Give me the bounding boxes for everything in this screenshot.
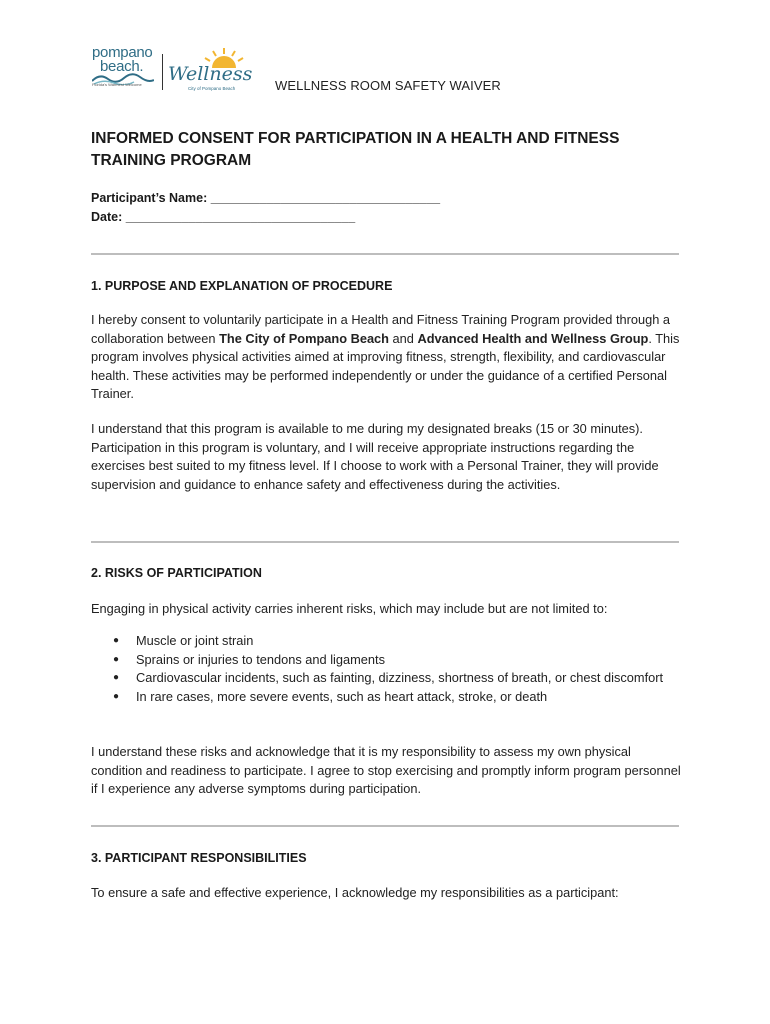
logo-line-1: pompano	[92, 44, 153, 61]
list-item: ● Cardiovascular incidents, such as fainting, dizziness, shortness of breath, or chest discomfort	[91, 669, 681, 688]
section-2-intro: Engaging in physical activity carries inherent risks, which may include but are not limited to:	[91, 601, 608, 616]
section-2-heading: 2. RISKS OF PARTICIPATION	[91, 566, 262, 580]
divider	[91, 825, 679, 827]
date-field[interactable]: Date: _________________________________	[91, 210, 356, 224]
header-title: WELLNESS ROOM SAFETY WAIVER	[275, 78, 501, 93]
section-1-heading: 1. PURPOSE AND EXPLANATION OF PROCEDURE	[91, 279, 393, 293]
logo-tagline: Florida's Warmest Welcome	[92, 82, 142, 87]
wellness-logo	[166, 46, 256, 98]
section-2-closing: I understand these risks and acknowledge that it is my responsibility to assess my own physical condition and readiness to participate. I agree to stop exercising and promptly inform program personnel if I experience any adverse symptoms during participation.	[91, 744, 681, 796]
section-1-paragraph-1: I hereby consent to voluntarily participate in a Health and Fitness Training Program provided through a collaboration between The City of Pompano Beach and Advanced Health and Wellness Group. This program involves physical activities aimed at improving fitness, strength, flexibility, and cardiovascular health. These activities may be performed independently or under the guidance of a certified Personal Trainer.	[91, 312, 680, 401]
header-logos	[92, 46, 252, 98]
participant-name-field[interactable]: Participant’s Name: _________________________________	[91, 191, 441, 205]
list-item: ● Sprains or injuries to tendons and ligaments	[91, 651, 681, 670]
section-3-intro: To ensure a safe and effective experience, I acknowledge my responsibilities as a participant:	[91, 885, 619, 900]
pompano-beach-logo	[92, 46, 158, 92]
divider	[91, 253, 679, 255]
list-item: ● In rare cases, more severe events, such as heart attack, stroke, or death	[91, 688, 681, 707]
section-1-paragraph-2: I understand that this program is available to me during my designated breaks (15 or 30 minutes). Participation in this program is voluntary, and I will receive appropriate instructions regarding the exercises best suited to my fitness level. If I choose to work with a Personal Trainer, they will provide supervision and guidance to enhance safety and effectiveness during the activities.	[91, 421, 659, 492]
list-item: ● Muscle or joint strain	[91, 632, 681, 651]
risks-list	[91, 632, 681, 706]
wellness-logo-text: Wellness	[168, 63, 253, 85]
document-title: INFORMED CONSENT FOR PARTICIPATION IN A HEALTH AND FITNESS TRAINING PROGRAM	[91, 130, 620, 169]
wellness-logo-subtext: City of Pompano Beach	[188, 86, 236, 91]
logo-line-2: beach.	[100, 58, 144, 75]
logo-divider	[162, 54, 163, 90]
divider	[91, 541, 679, 543]
section-3-heading: 3. PARTICIPANT RESPONSIBILITIES	[91, 851, 307, 865]
